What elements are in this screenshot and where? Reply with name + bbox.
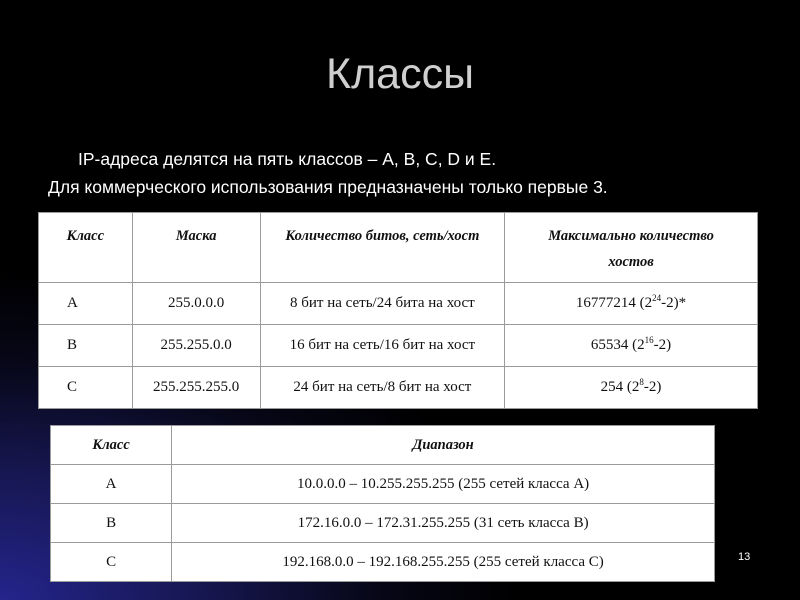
hosts-value: 254 (2 bbox=[600, 379, 640, 395]
cell-class: A bbox=[39, 283, 133, 325]
table-header-row bbox=[51, 426, 715, 465]
hosts-suffix: -2) bbox=[643, 379, 662, 395]
hosts-suffix: -2) bbox=[653, 337, 672, 353]
table-row bbox=[39, 367, 758, 409]
cell-range: 172.16.0.0 – 172.31.255.255 (31 сеть класса B) bbox=[172, 504, 715, 543]
hosts-value: 16777214 (2 bbox=[575, 295, 653, 311]
hosts-suffix: -2)* bbox=[661, 295, 687, 311]
header-mask: Маска bbox=[132, 213, 260, 283]
cell-class: C bbox=[51, 543, 172, 582]
header-range: Диапазон bbox=[172, 426, 715, 465]
ip-classes-table bbox=[38, 212, 758, 409]
cell-class: C bbox=[39, 367, 133, 409]
cell-bits: 8 бит на сеть/24 бита на хост bbox=[260, 283, 504, 325]
cell-mask: 255.255.0.0 bbox=[132, 325, 260, 367]
table-row bbox=[39, 283, 758, 325]
header-max-hosts bbox=[505, 213, 758, 283]
intro-line-2: Для коммерческого использования предназначены только первые 3. bbox=[48, 177, 608, 197]
header-bits: Количество битов, сеть/хост bbox=[260, 213, 504, 283]
header-max-hosts-line1: Максимально количество bbox=[548, 228, 714, 244]
header-class: Класс bbox=[51, 426, 172, 465]
header-class: Класс bbox=[39, 213, 133, 283]
cell-mask: 255.255.255.0 bbox=[132, 367, 260, 409]
hosts-value: 65534 (2 bbox=[590, 337, 645, 353]
hosts-exponent: 24 bbox=[652, 293, 662, 303]
private-ranges-table bbox=[50, 425, 715, 582]
cell-mask: 255.0.0.0 bbox=[132, 283, 260, 325]
table-row bbox=[39, 325, 758, 367]
table-header-row bbox=[39, 213, 758, 283]
cell-range: 10.0.0.0 – 10.255.255.255 (255 сетей класса A) bbox=[172, 465, 715, 504]
cell-max-hosts bbox=[505, 283, 758, 325]
cell-class: A bbox=[51, 465, 172, 504]
cell-max-hosts bbox=[505, 367, 758, 409]
table-row bbox=[51, 543, 715, 582]
cell-class: B bbox=[51, 504, 172, 543]
cell-class: B bbox=[39, 325, 133, 367]
cell-bits: 16 бит на сеть/16 бит на хост bbox=[260, 325, 504, 367]
hosts-exponent: 16 bbox=[644, 335, 654, 345]
hosts-exponent: 8 bbox=[639, 377, 644, 387]
slide-number: 13 bbox=[738, 551, 751, 563]
header-max-hosts-line2: хостов bbox=[608, 254, 654, 270]
cell-max-hosts bbox=[505, 325, 758, 367]
intro-line-1: IP-адреса делятся на пять классов – A, B, C, D и E. bbox=[78, 149, 497, 169]
table-row bbox=[51, 504, 715, 543]
table-row bbox=[51, 465, 715, 504]
cell-range: 192.168.0.0 – 192.168.255.255 (255 сетей класса C) bbox=[172, 543, 715, 582]
slide-title: Классы bbox=[326, 50, 474, 98]
cell-bits: 24 бит на сеть/8 бит на хост bbox=[260, 367, 504, 409]
intro-text bbox=[0, 145, 800, 201]
